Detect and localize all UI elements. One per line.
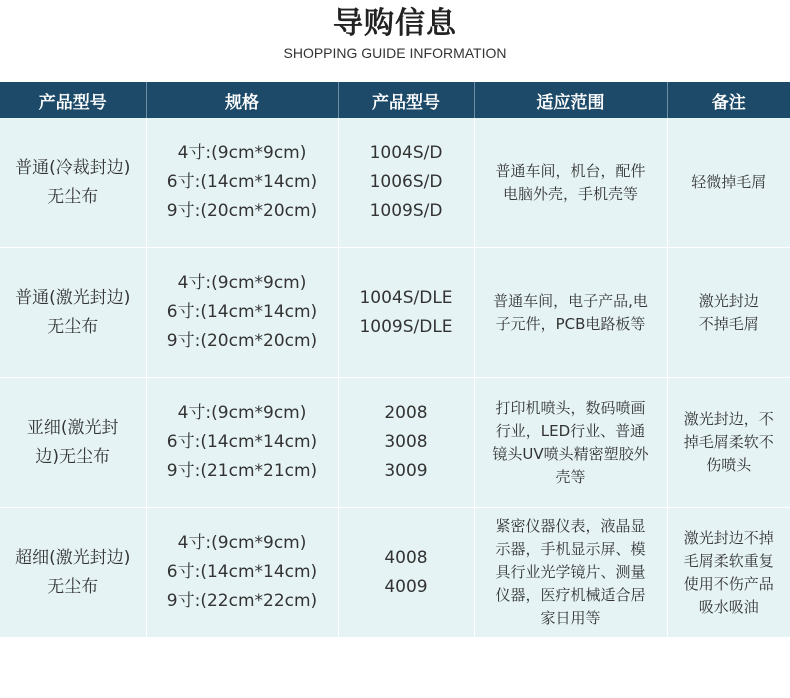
page-title: 导购信息 <box>333 6 457 41</box>
cell-line: 激光封边 <box>698 291 759 310</box>
cell-line: 激光封边不掉 <box>683 528 774 547</box>
cell-line: 1004S/D <box>369 143 443 163</box>
spec-cell <box>146 508 338 638</box>
page-header <box>0 0 790 82</box>
scope-cell <box>474 248 667 378</box>
cell-line: 6寸:(14cm*14cm) <box>166 172 318 192</box>
cell-line: 9寸:(22cm*22cm) <box>166 591 318 611</box>
model-code-cell <box>338 248 474 378</box>
table-row <box>0 508 790 638</box>
cell-line: 4008 <box>384 547 428 568</box>
product-name-cell <box>0 378 146 508</box>
page-subtitle: SHOPPING GUIDE INFORMATION <box>283 45 507 61</box>
cell-line: 无尘布 <box>47 186 99 207</box>
cell-line: 9寸:(20cm*20cm) <box>166 331 318 351</box>
spec-cell <box>146 118 338 248</box>
scope-cell <box>474 118 667 248</box>
cell-line: 吸水吸油 <box>698 597 759 616</box>
column-header-model: 产品型号 <box>0 82 146 118</box>
column-header-spec: 规格 <box>146 82 338 118</box>
model-code-cell <box>338 118 474 248</box>
cell-line: 4009 <box>384 576 428 597</box>
cell-line: 9寸:(21cm*21cm) <box>166 461 318 481</box>
cell-line: 6寸:(14cm*14cm) <box>166 562 318 582</box>
cell-line: 轻微掉毛屑 <box>691 173 767 191</box>
cell-line: 无尘布 <box>47 316 99 337</box>
product-name-cell <box>0 118 146 248</box>
note-cell <box>667 508 790 638</box>
cell-line: 亚细(激光封 <box>26 417 119 438</box>
model-code-cell <box>338 508 474 638</box>
cell-line: 6寸:(14cm*14cm) <box>166 432 318 452</box>
column-header-scope: 适应范围 <box>474 82 667 118</box>
cell-line: 子元件，PCB电路板等 <box>495 314 646 333</box>
cell-line: 4寸:(9cm*9cm) <box>177 143 307 163</box>
cell-line: 2008 <box>384 403 428 423</box>
cell-line: 1009S/D <box>369 201 443 221</box>
cell-line: 普通(冷裁封边) <box>15 157 131 178</box>
cell-line: 4寸:(9cm*9cm) <box>177 403 307 423</box>
note-cell <box>667 248 790 378</box>
cell-line: 普通车间，机台，配件 <box>495 161 646 180</box>
cell-line: 超细(激光封边) <box>15 547 131 568</box>
model-code-cell <box>338 378 474 508</box>
cell-line: 家日用等 <box>540 609 601 627</box>
cell-line: 边)无尘布 <box>35 446 111 467</box>
cell-line: 具行业光学镜片、测量 <box>495 563 646 581</box>
cell-line: 打印机喷头，数码喷画 <box>495 398 646 417</box>
cell-line: 1006S/D <box>369 172 443 192</box>
note-cell <box>667 118 790 248</box>
cell-line: 伤喷头 <box>706 456 752 474</box>
cell-line: 4寸:(9cm*9cm) <box>177 273 307 293</box>
cell-line: 普通(激光封边) <box>15 287 131 308</box>
spec-cell <box>146 378 338 508</box>
cell-line: 壳等 <box>555 467 586 486</box>
cell-line: 3009 <box>384 461 428 481</box>
cell-line: 6寸:(14cm*14cm) <box>166 302 318 322</box>
cell-line: 3008 <box>384 432 428 452</box>
scope-cell <box>474 508 667 638</box>
shopping-guide-table <box>0 82 790 638</box>
table-header-row <box>0 82 790 118</box>
column-header-model-code: 产品型号 <box>338 82 474 118</box>
table-row <box>0 248 790 378</box>
cell-line: 掉毛屑柔软不 <box>683 433 774 451</box>
scope-cell <box>474 378 667 508</box>
table-row <box>0 118 790 248</box>
cell-line: 激光封边，不 <box>683 410 774 428</box>
cell-line: 仪器，医疗机械适合居 <box>495 586 646 604</box>
cell-line: 紧密仪器仪表，液晶显 <box>495 517 646 535</box>
cell-line: 行业，LED行业、普通 <box>495 421 646 440</box>
cell-line: 1009S/DLE <box>359 316 453 337</box>
cell-line: 9寸:(20cm*20cm) <box>166 201 318 221</box>
cell-line: 不掉毛屑 <box>698 314 759 333</box>
cell-line: 4寸:(9cm*9cm) <box>177 533 307 553</box>
cell-line: 使用不伤产品 <box>683 574 774 593</box>
cell-line: 无尘布 <box>47 576 99 597</box>
cell-line: 镜头UV喷头精密塑胶外 <box>492 444 649 463</box>
table-row <box>0 378 790 508</box>
column-header-note: 备注 <box>667 82 790 118</box>
cell-line: 电脑外壳，手机壳等 <box>502 184 638 203</box>
product-name-cell <box>0 508 146 638</box>
cell-line: 示器，手机显示屏、模 <box>495 540 646 558</box>
note-cell <box>667 378 790 508</box>
cell-line: 1004S/DLE <box>359 287 453 308</box>
cell-line: 普通车间，电子产品,电 <box>493 291 648 310</box>
product-name-cell <box>0 248 146 378</box>
cell-line: 毛屑柔软重复 <box>683 551 774 570</box>
spec-cell <box>146 248 338 378</box>
